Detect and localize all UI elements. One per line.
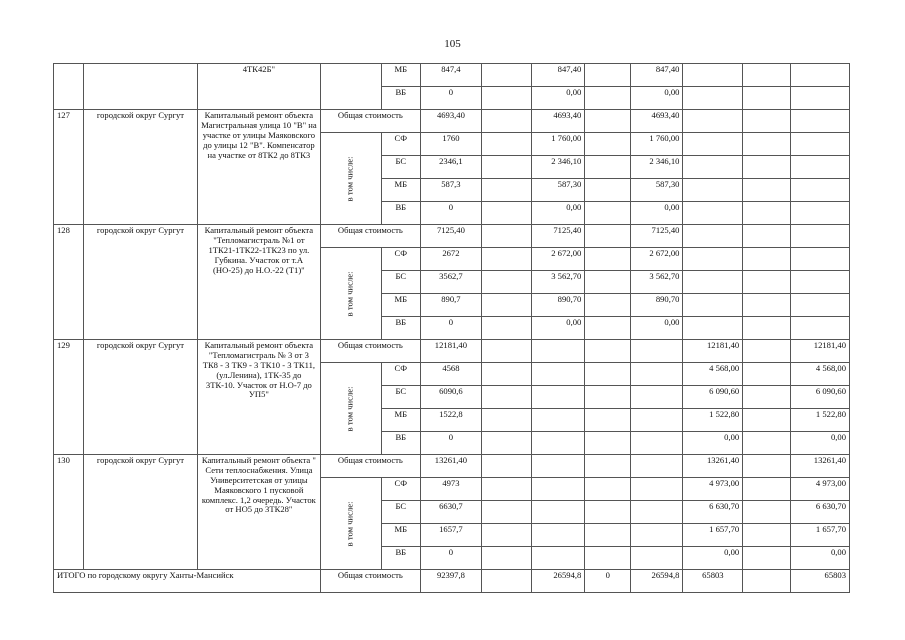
value-cell — [585, 225, 631, 248]
value-cell — [481, 202, 531, 225]
value-cell — [631, 432, 683, 455]
value-cell — [481, 478, 531, 501]
vtom-label: в том числе: — [344, 501, 355, 546]
value-cell: 6 630,70 — [791, 501, 850, 524]
value-cell: 4693,40 — [631, 110, 683, 133]
value-cell — [743, 478, 791, 501]
value-cell: 1 657,70 — [791, 524, 850, 547]
value-cell — [531, 409, 584, 432]
value-cell — [791, 271, 850, 294]
fund-cell: МБ — [381, 179, 420, 202]
fund-cell: СФ — [381, 248, 420, 271]
value-cell: 13261,40 — [421, 455, 482, 478]
value-cell: 2 346,10 — [531, 156, 584, 179]
value-cell: 2672 — [421, 248, 482, 271]
value-cell — [481, 156, 531, 179]
table-row — [54, 225, 850, 248]
vtom-cell — [320, 363, 381, 455]
value-cell: 0 — [421, 317, 482, 340]
fund-cell: МБ — [381, 294, 420, 317]
value-cell — [743, 271, 791, 294]
value-cell: 1522,8 — [421, 409, 482, 432]
value-cell — [531, 524, 584, 547]
value-cell — [481, 133, 531, 156]
value-cell: 6 630,70 — [683, 501, 743, 524]
total-label-cell: Общая стоимость — [320, 570, 420, 593]
value-cell: 26594,8 — [631, 570, 683, 593]
value-cell: 6090,6 — [421, 386, 482, 409]
value-cell — [743, 179, 791, 202]
value-cell — [683, 133, 743, 156]
vtom-label: в том числе: — [344, 386, 355, 431]
row-number-cell: 130 — [54, 455, 84, 570]
value-cell — [743, 455, 791, 478]
object-cell: Капитальный ремонт объекта "Тепломагистраль №1 от 1ТК21-1ТК22-1ТК23 по ул. Губкина. Участок от т.А (НО-25) до Н.О.-22 (Т1)" — [198, 225, 321, 340]
value-cell — [791, 64, 850, 87]
value-cell: 1 522,80 — [683, 409, 743, 432]
value-cell: 3 562,70 — [631, 271, 683, 294]
value-cell: 587,30 — [631, 179, 683, 202]
value-cell: 0,00 — [631, 202, 683, 225]
value-cell: 0,00 — [631, 317, 683, 340]
value-cell — [743, 294, 791, 317]
value-cell — [683, 202, 743, 225]
value-cell: 0 — [585, 570, 631, 593]
value-cell — [791, 225, 850, 248]
value-cell — [743, 248, 791, 271]
table-body — [54, 64, 850, 593]
table-row — [54, 64, 850, 87]
value-cell — [631, 386, 683, 409]
value-cell: 0 — [421, 202, 482, 225]
fund-cell: БС — [381, 386, 420, 409]
value-cell — [531, 386, 584, 409]
value-cell — [631, 340, 683, 363]
total-label-cell: Общая стоимость — [320, 110, 420, 133]
fund-cell: БС — [381, 271, 420, 294]
value-cell: 26594,8 — [531, 570, 584, 593]
value-cell — [743, 363, 791, 386]
value-cell — [743, 87, 791, 110]
value-cell: 0,00 — [531, 202, 584, 225]
value-cell: 7125,40 — [421, 225, 482, 248]
value-cell: 3 562,70 — [531, 271, 584, 294]
budget-table — [53, 63, 850, 593]
fund-cell: ВБ — [381, 202, 420, 225]
value-cell — [791, 133, 850, 156]
value-cell — [585, 524, 631, 547]
value-cell: 4693,40 — [531, 110, 584, 133]
page-number: 105 — [444, 38, 461, 50]
fund-cell: ВБ — [381, 317, 420, 340]
value-cell: 0,00 — [631, 87, 683, 110]
value-cell — [481, 570, 531, 593]
vtom-cell — [320, 478, 381, 570]
value-cell — [791, 248, 850, 271]
value-cell — [791, 294, 850, 317]
value-cell: 12181,40 — [791, 340, 850, 363]
value-cell: 4 973,00 — [791, 478, 850, 501]
value-cell — [481, 501, 531, 524]
value-cell — [585, 363, 631, 386]
value-cell — [743, 547, 791, 570]
value-cell: 1 760,00 — [631, 133, 683, 156]
value-cell — [743, 386, 791, 409]
value-cell: 12181,40 — [683, 340, 743, 363]
value-cell — [743, 409, 791, 432]
value-cell — [481, 294, 531, 317]
value-cell — [791, 202, 850, 225]
row-number-cell — [54, 64, 84, 110]
value-cell — [585, 547, 631, 570]
fund-cell: МБ — [381, 409, 420, 432]
value-cell: 587,3 — [421, 179, 482, 202]
value-cell — [585, 87, 631, 110]
total-label-cell: Общая стоимость — [320, 225, 420, 248]
value-cell: 4 568,00 — [791, 363, 850, 386]
value-cell: 0,00 — [683, 547, 743, 570]
value-cell — [585, 478, 631, 501]
value-cell — [631, 501, 683, 524]
itogo-label-cell: ИТОГО по городскому округу Ханты-Мансийск — [54, 570, 321, 593]
value-cell: 92397,8 — [421, 570, 482, 593]
value-cell — [683, 64, 743, 87]
district-cell: городской округ Сургут — [83, 340, 197, 455]
value-cell — [585, 133, 631, 156]
fund-cell: МБ — [381, 64, 420, 87]
value-cell: 12181,40 — [421, 340, 482, 363]
value-cell — [791, 156, 850, 179]
row-number-cell: 127 — [54, 110, 84, 225]
value-cell — [481, 64, 531, 87]
value-cell: 4 973,00 — [683, 478, 743, 501]
value-cell — [743, 317, 791, 340]
value-cell — [791, 179, 850, 202]
value-cell — [531, 478, 584, 501]
value-cell — [531, 432, 584, 455]
value-cell — [585, 202, 631, 225]
total-label-cell: Общая стоимость — [320, 455, 420, 478]
value-cell — [631, 363, 683, 386]
value-cell — [683, 179, 743, 202]
value-cell — [743, 225, 791, 248]
vtom-label: в том числе: — [344, 156, 355, 201]
table-row — [54, 455, 850, 478]
value-cell: 2 672,00 — [631, 248, 683, 271]
vtom-cell — [320, 64, 381, 110]
value-cell — [585, 156, 631, 179]
value-cell — [791, 110, 850, 133]
value-cell: 1657,7 — [421, 524, 482, 547]
value-cell — [585, 294, 631, 317]
value-cell — [683, 294, 743, 317]
district-cell: городской округ Сургут — [83, 110, 197, 225]
value-cell: 0,00 — [791, 432, 850, 455]
value-cell: 0,00 — [531, 317, 584, 340]
object-cell: 4ТК42Б" — [198, 64, 321, 110]
value-cell — [585, 317, 631, 340]
value-cell — [791, 87, 850, 110]
fund-cell: БС — [381, 501, 420, 524]
value-cell: 847,40 — [531, 64, 584, 87]
value-cell: 65803 — [683, 570, 743, 593]
fund-cell: СФ — [381, 133, 420, 156]
value-cell — [743, 133, 791, 156]
value-cell: 0,00 — [791, 547, 850, 570]
value-cell — [585, 179, 631, 202]
value-cell: 1 657,70 — [683, 524, 743, 547]
value-cell — [481, 340, 531, 363]
row-number-cell: 128 — [54, 225, 84, 340]
vtom-label: в том числе: — [344, 271, 355, 316]
value-cell — [743, 340, 791, 363]
value-cell — [683, 271, 743, 294]
value-cell — [631, 409, 683, 432]
value-cell: 2 346,10 — [631, 156, 683, 179]
value-cell: 6630,7 — [421, 501, 482, 524]
value-cell — [743, 156, 791, 179]
value-cell — [743, 432, 791, 455]
value-cell — [743, 524, 791, 547]
value-cell — [743, 202, 791, 225]
value-cell — [531, 547, 584, 570]
value-cell — [481, 179, 531, 202]
value-cell — [481, 432, 531, 455]
value-cell: 890,70 — [531, 294, 584, 317]
district-cell: городской округ Сургут — [83, 225, 197, 340]
value-cell: 13261,40 — [683, 455, 743, 478]
value-cell — [585, 409, 631, 432]
value-cell: 890,70 — [631, 294, 683, 317]
district-cell — [83, 64, 197, 110]
value-cell: 6 090,60 — [791, 386, 850, 409]
value-cell — [631, 478, 683, 501]
value-cell: 2346,1 — [421, 156, 482, 179]
value-cell — [531, 501, 584, 524]
value-cell — [683, 110, 743, 133]
value-cell: 4693,40 — [421, 110, 482, 133]
value-cell: 0 — [421, 547, 482, 570]
value-cell: 0 — [421, 87, 482, 110]
value-cell: 7125,40 — [531, 225, 584, 248]
value-cell: 6 090,60 — [683, 386, 743, 409]
value-cell — [585, 340, 631, 363]
value-cell — [585, 110, 631, 133]
value-cell — [743, 64, 791, 87]
value-cell: 0,00 — [531, 87, 584, 110]
total-row — [54, 570, 850, 593]
value-cell — [585, 271, 631, 294]
value-cell: 13261,40 — [791, 455, 850, 478]
value-cell — [631, 547, 683, 570]
value-cell — [585, 248, 631, 271]
fund-cell: БС — [381, 156, 420, 179]
value-cell — [631, 455, 683, 478]
value-cell: 587,30 — [531, 179, 584, 202]
value-cell: 4973 — [421, 478, 482, 501]
value-cell — [481, 87, 531, 110]
value-cell — [683, 317, 743, 340]
value-cell — [585, 432, 631, 455]
vtom-cell — [320, 248, 381, 340]
value-cell — [481, 248, 531, 271]
value-cell — [481, 386, 531, 409]
total-label-cell: Общая стоимость — [320, 340, 420, 363]
value-cell — [683, 248, 743, 271]
object-cell: Капитальный ремонт объекта " Сети теплоснабжения. Улица Университетская от улицы Маяковского 1 пусковой комплекс. 1,2 очередь. Участок от НО5 до 3ТК28" — [198, 455, 321, 570]
value-cell — [481, 110, 531, 133]
fund-cell: ВБ — [381, 87, 420, 110]
value-cell — [531, 455, 584, 478]
value-cell — [585, 64, 631, 87]
fund-cell: СФ — [381, 363, 420, 386]
value-cell — [743, 501, 791, 524]
value-cell — [585, 501, 631, 524]
district-cell: городской округ Сургут — [83, 455, 197, 570]
value-cell — [683, 225, 743, 248]
value-cell — [481, 363, 531, 386]
value-cell: 4568 — [421, 363, 482, 386]
value-cell — [531, 340, 584, 363]
value-cell — [481, 547, 531, 570]
value-cell: 1760 — [421, 133, 482, 156]
value-cell — [481, 455, 531, 478]
value-cell: 0 — [421, 432, 482, 455]
fund-cell: МБ — [381, 524, 420, 547]
value-cell — [481, 409, 531, 432]
value-cell: 847,40 — [631, 64, 683, 87]
value-cell — [481, 271, 531, 294]
value-cell — [791, 317, 850, 340]
table-row — [54, 340, 850, 363]
fund-cell: ВБ — [381, 547, 420, 570]
value-cell — [585, 455, 631, 478]
value-cell: 890,7 — [421, 294, 482, 317]
fund-cell: ВБ — [381, 432, 420, 455]
value-cell — [585, 386, 631, 409]
value-cell: 2 672,00 — [531, 248, 584, 271]
object-cell: Капитальный ремонт объекта Магистральная улица 10 "В" на участке от улицы Маяковского до улицы 12 "В". Компенсатор на участке от 8ТК2 до 8ТК3 — [198, 110, 321, 225]
value-cell — [481, 524, 531, 547]
value-cell: 3562,7 — [421, 271, 482, 294]
value-cell — [531, 363, 584, 386]
value-cell: 4 568,00 — [683, 363, 743, 386]
row-number-cell: 129 — [54, 340, 84, 455]
value-cell — [481, 317, 531, 340]
value-cell — [743, 570, 791, 593]
value-cell: 1 760,00 — [531, 133, 584, 156]
object-cell: Капитальный ремонт объекта "Тепломагистраль № 3 от 3 ТК8 - 3 ТК9 - 3 ТК10 - 3 ТК11, (ул.Ленина), 1ТК-35 до 3ТК-10. Участок от Н.О-7 до УП5" — [198, 340, 321, 455]
value-cell: 847,4 — [421, 64, 482, 87]
value-cell — [481, 225, 531, 248]
value-cell — [683, 87, 743, 110]
value-cell: 65803 — [791, 570, 850, 593]
value-cell: 0,00 — [683, 432, 743, 455]
table-row — [54, 110, 850, 133]
vtom-cell — [320, 133, 381, 225]
value-cell — [631, 524, 683, 547]
value-cell: 1 522,80 — [791, 409, 850, 432]
fund-cell: СФ — [381, 478, 420, 501]
value-cell — [683, 156, 743, 179]
value-cell — [743, 110, 791, 133]
value-cell: 7125,40 — [631, 225, 683, 248]
